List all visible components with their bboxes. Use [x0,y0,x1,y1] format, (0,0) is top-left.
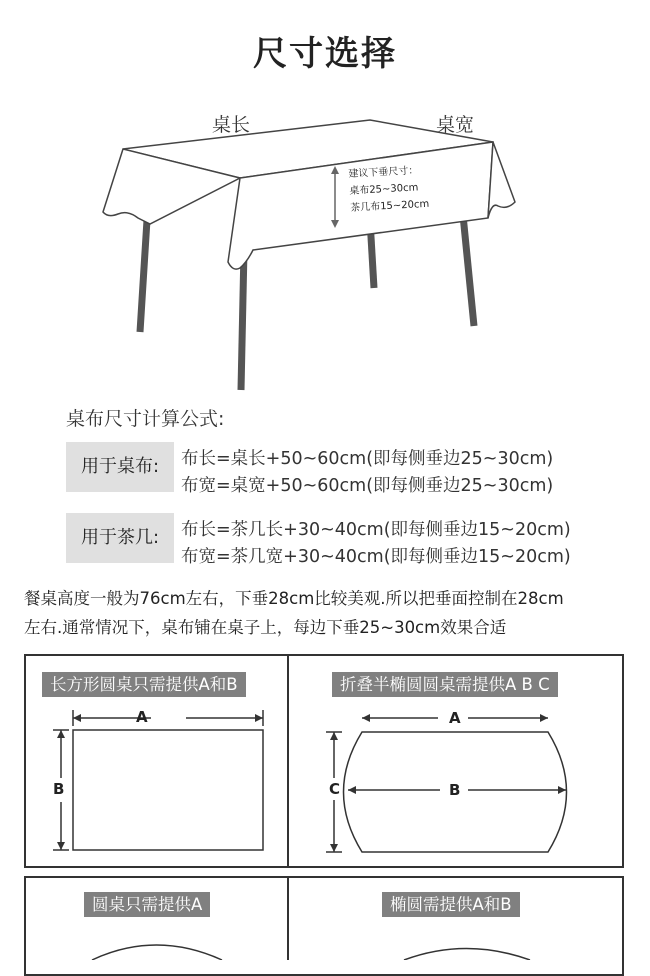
table-leg [462,205,474,326]
dimension-label: A [449,709,461,727]
formula-line: 布宽=桌宽+50~60cm(即每侧垂边25~30cm) [181,476,554,496]
use-coffee-table-label: 用于茶几: [66,513,174,563]
drop-note-line: 桌布25~30cm [349,182,419,197]
use-tablecloth-label: 用于桌布: [66,442,174,492]
note-line: 左右.通常情况下，桌布铺在桌子上，每边下垂25~30cm效果合适 [24,618,507,637]
drop-size-note [348,162,430,217]
rectangle-table-diagram [26,700,286,866]
panel-divider [287,656,289,866]
dimension-label: C [329,780,341,798]
dimension-label: B [53,780,65,798]
drop-note-line: 茶几布15~20cm [349,198,430,214]
tablecloth-right-drape [488,142,515,218]
ellipse-table-shape [404,949,530,961]
panel-title-round: 圆桌只需提供A [84,892,210,917]
dimension-label: B [449,781,461,799]
round-ellipse-diagrams [26,925,622,960]
round-table-shape [92,945,222,960]
formula-line: 布宽=茶几宽+30~40cm(即每侧垂边15~20cm) [181,547,571,567]
table-illustration [0,100,650,400]
formula-heading: 桌布尺寸计算公式: [66,408,225,430]
dimension-label: A [136,708,148,726]
table-width-label: 桌宽 [436,114,475,136]
rectangle-shape [73,730,263,850]
table-length-label: 桌长 [212,114,251,136]
panel-title-ellipse: 椭圆需提供A和B [382,892,520,917]
formula-line: 布长=桌长+50~60cm(即每侧垂边25~30cm) [181,449,554,469]
panel-title-half-ellipse: 折叠半椭圆圆桌需提供A B C [332,672,558,697]
page-title: 尺寸选择 [253,34,397,74]
table-leg [140,220,147,332]
panel-title-rectangle: 长方形圆桌只需提供A和B [42,672,246,697]
table-leg [241,250,244,390]
drop-note-line: 建议下垂尺寸： [348,165,419,180]
formula-line: 布长=茶几长+30~40cm(即每侧垂边15~20cm) [181,520,571,540]
note-line: 餐桌高度一般为76cm左右，下垂28cm比较美观.所以把垂面控制在28cm [24,589,564,608]
